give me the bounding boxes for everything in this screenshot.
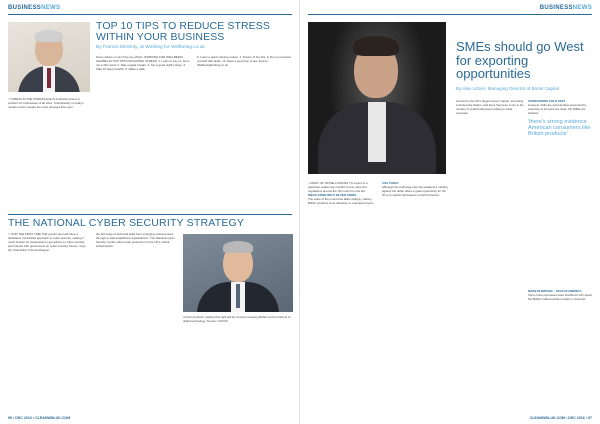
subheading: OVERCOMING COLD FEET — [528, 99, 566, 103]
pull-quote: 'there's strong evidence American consumers like British products' — [528, 118, 591, 137]
article-byline: By Alex Littner, Managing Director of Boost Capital — [456, 86, 559, 91]
right-page — [300, 0, 600, 424]
page-footer: 96 • DEC 2016 • CLEANWIN-UK.COM — [8, 416, 71, 420]
article-title: TOP 10 TIPS TO REDUCE STRESS WITHIN YOUR BUSINESS — [96, 20, 270, 43]
article-title: THE NATIONAL CYBER SECURITY STRATEGY — [8, 217, 245, 229]
author-photo — [8, 22, 90, 92]
subheading: USA TODAY — [382, 181, 399, 185]
article-column: > "FOR THE FIRST TIME THE government will have a dedicated, centralised approach to cyber security, making it much simpler for businesses to get advice on cyber security and interact with government on cyber security issues," says the Chancellor of the Exchequer. — [8, 232, 86, 252]
subheading: MADE IN BRITAIN – SOLD IN AMERICA — [528, 289, 582, 293]
article-column: the full range of technical skills from emerging entrepreneurs through to well-established organisations. The National Cyber Security Centre will provide protection for the UK's critical infrastructure. — [96, 232, 175, 248]
article-byline: By Francis McGinty, at Working for Wellbeing.co.uk — [96, 45, 205, 50]
article-column: MADE IN BRITAIN – SOLD IN AMERICA Some have expressed fears that Brexit will impact, but British craftsmanship remains in demand. — [528, 289, 593, 301]
article-column: > MANY OF THOSE LOOKING TO export to a particular market are mindful of new rules and regulations around the UK's exit from the EU. WEAK STERLING'S SILVER LINING The value of the pound has fallen sharply, making British products more attractive to overseas buyers. — [308, 182, 376, 205]
header-rule — [8, 14, 292, 15]
article-column: USA TODAY Although the exchange rate has weakened, sterling against the dollar offers a great opportunity for UK firms to market themselves in North America. — [382, 182, 450, 198]
article-column: America is the UK's largest export market, according to Enterprise Nation, and there has been a rise in the number of small businesses looking to trade overseas. — [456, 99, 524, 115]
author-photo — [308, 22, 446, 174]
article-title: SMEs should go West for exporting opportunities — [456, 39, 584, 81]
header-rule — [308, 14, 592, 15]
article-column: OVERCOMING COLD FEET However while the opportunities presented by exporting to America are clear, UK SMEs are hesitant. 'there's strong evidence American consumers like British products' — [528, 100, 594, 140]
article-column: 6. Learn a quick calming routine. 7. Dream. 8. Do this. 9. Do not overload yourself with tasks. 10. Have a good cup of tea. Source: WellbeingWorking.co.uk — [197, 55, 291, 67]
subheading: WEAK STERLING'S SILVER LINING — [308, 192, 357, 197]
article-column: Some advice on all of the key efforts. WORKING FOR WELLBEING SHARES 10 TOP TIPS FOR EASING STRESS: 1. Learn to say no. No is not a dirty word. 2. Take regular breaks. 3. Get a good night's sleep. 4. Take 10 deep breaths. 5. Make a walk. — [96, 55, 190, 71]
article-column: of their products. Getting this right will be crucial to keeping Britain at the forefront of digital technology. Source: GOVUK — [183, 315, 291, 323]
minister-photo — [183, 234, 293, 312]
article-lead: > STRESS IN THE WORKPLACE IS A disorder that is a problem for businesses of all sizes. Undoubtedly, in today's modern world, people are more stressed than ever. — [8, 97, 84, 109]
section-divider — [8, 214, 292, 215]
page-footer: CLEANWIN-UK.COM • DEC 2016 • 97 — [529, 416, 592, 420]
section-header-left: BUSINESSNEWS — [8, 5, 61, 11]
section-header-right: BUSINESSNEWS — [539, 5, 592, 11]
